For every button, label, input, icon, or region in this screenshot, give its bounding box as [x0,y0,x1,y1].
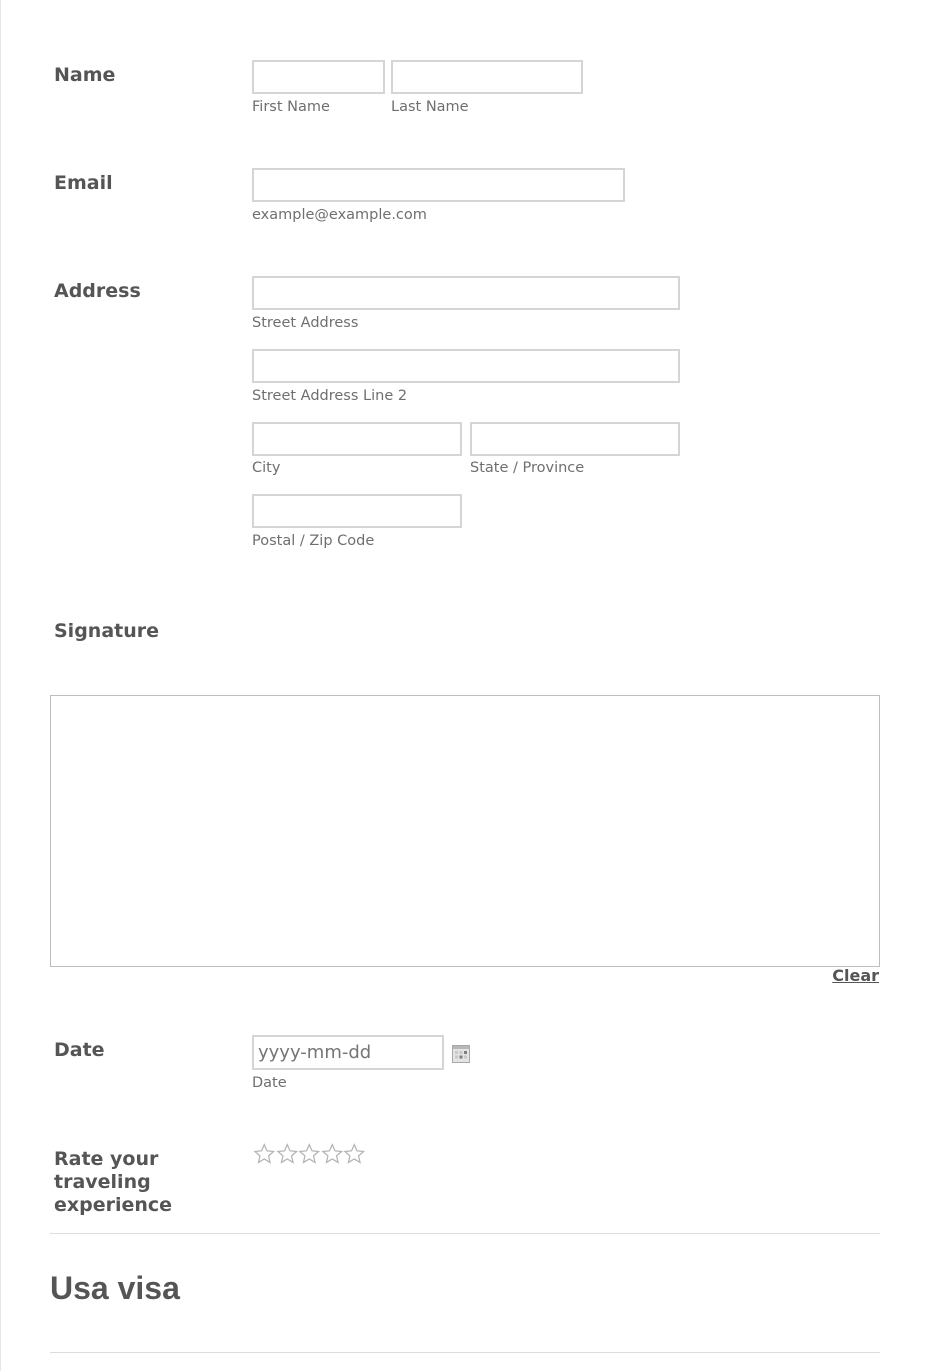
signature-label: Signature [54,620,160,642]
signature-pad[interactable] [50,695,880,967]
postal-code-sublabel: Postal / Zip Code [252,533,375,549]
email-sublabel: example@example.com [252,207,427,223]
email-label: Email [54,172,113,194]
star-icon[interactable] [298,1142,321,1166]
calendar-icon[interactable] [452,1045,470,1063]
star-icon[interactable] [321,1142,344,1166]
name-label: Name [54,64,116,86]
last-name-input[interactable] [391,60,583,94]
address-label: Address [54,280,141,302]
date-input[interactable] [252,1035,444,1070]
divider [50,1233,880,1234]
first-name-input[interactable] [252,60,385,94]
date-sublabel: Date [252,1075,287,1091]
street-address-sublabel: Street Address [252,315,359,331]
star-icon[interactable] [276,1142,299,1166]
divider [50,1352,880,1353]
postal-code-input[interactable] [252,494,462,528]
first-name-sublabel: First Name [252,99,330,115]
city-sublabel: City [252,460,281,476]
star-rating[interactable] [253,1142,366,1166]
state-province-sublabel: State / Province [470,460,585,476]
page-left-border [0,0,1,1371]
star-icon[interactable] [253,1142,276,1166]
date-label: Date [54,1039,105,1061]
state-province-input[interactable] [470,422,680,456]
star-icon[interactable] [343,1142,366,1166]
email-input[interactable] [252,168,625,202]
street-address-input[interactable] [252,276,680,310]
clear-signature-button[interactable]: Clear [832,966,879,985]
street-address-line2-sublabel: Street Address Line 2 [252,388,408,404]
street-address-line2-input[interactable] [252,349,680,383]
last-name-sublabel: Last Name [391,99,469,115]
section-heading: Usa visa [50,1270,180,1306]
city-input[interactable] [252,422,462,456]
rating-label: Rate your traveling experience [54,1148,173,1216]
